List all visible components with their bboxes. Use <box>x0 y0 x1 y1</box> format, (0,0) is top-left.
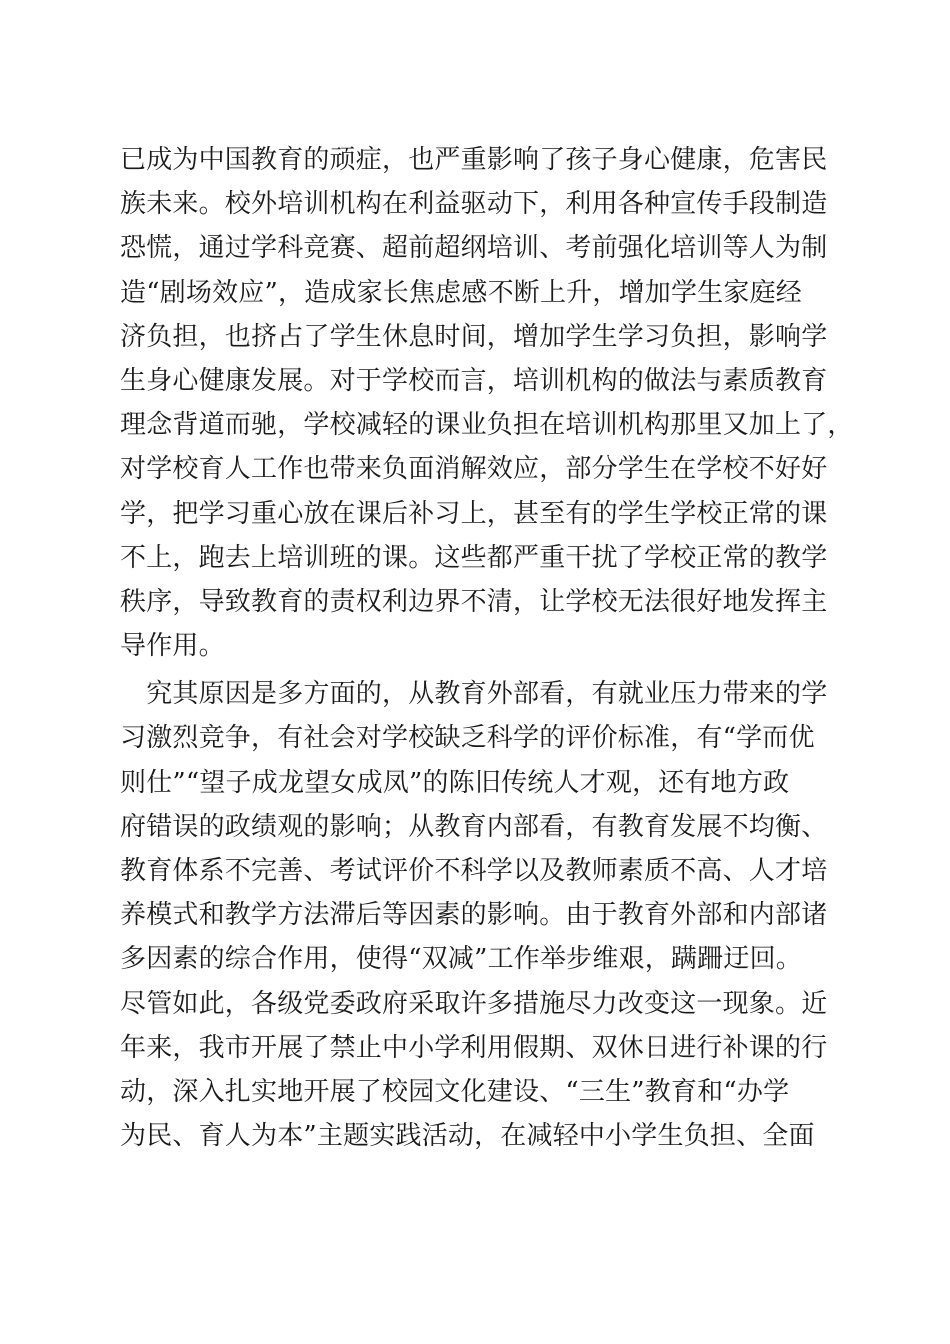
text-line: 尽管如此，各级党委政府采取许多措施尽力改变这一现象。近 <box>120 988 828 1019</box>
text-line: 多因素的综合作用，使得“双减”工作举步维艰，蹒跚迂回。 <box>120 944 802 975</box>
text-line: 习激烈竞争，有社会对学校缺乏科学的评价标准，有“学而优 <box>120 723 815 754</box>
document-body <box>120 138 854 1158</box>
text-line: 不上，跑去上培训班的课。这些都严重干扰了学校正常的教学 <box>120 542 828 573</box>
text-line: 秩序，导致教育的责权利边界不清，让学校无法很好地发挥主 <box>120 586 828 617</box>
text-line: 生身心健康发展。对于学校而言，培训机构的做法与素质教育 <box>120 365 828 396</box>
text-line: 为民、育人为本”主题实践活动，在减轻中小学生负担、全面 <box>120 1121 815 1152</box>
text-line: 对学校育人工作也带来负面消解效应，部分学生在学校不好好 <box>120 454 828 485</box>
text-line: 济负担，也挤占了学生休息时间，增加学生学习负担，影响学 <box>120 321 828 352</box>
text-line: 年来，我市开展了禁止中小学利用假期、双休日进行补课的行 <box>120 1032 828 1063</box>
paragraph-2 <box>120 672 830 1158</box>
text-line: 养模式和教学方法滞后等因素的影响。由于教育外部和内部诸 <box>120 900 828 931</box>
text-line: 已成为中国教育的顽症，也严重影响了孩子身心健康，危害民 <box>120 145 828 175</box>
text-line: 导作用。 <box>120 631 225 662</box>
text-line: 恐慌，通过学科竞赛、超前超纲培训、考前强化培训等人为制 <box>120 233 828 264</box>
text-line: 府错误的政绩观的影响；从教育内部看，有教育发展不均衡、 <box>120 811 828 842</box>
text-line: 学，把学习重心放在课后补习上，甚至有的学生学校正常的课 <box>120 498 828 529</box>
text-line: 教育体系不完善、考试评价不科学以及教师素质不高、人才培 <box>120 856 828 886</box>
text-line: 造“剧场效应”，造成家长焦虑感不断上升，增加学生家庭经 <box>120 277 802 308</box>
text-line: 究其原因是多方面的，从教育外部看，有就业压力带来的学 <box>120 679 828 710</box>
text-line: 族未来。校外培训机构在利益驱动下，利用各种宣传手段制造 <box>120 189 828 220</box>
text-line: 则仕”“望子成龙望女成凤”的陈旧传统人才观，还有地方政 <box>120 767 790 798</box>
text-line: 动，深入扎实地开展了校园文化建设、“三生”教育和“办学 <box>120 1076 790 1107</box>
paragraph-1 <box>120 138 854 668</box>
text-line: 理念背道而驰，学校减轻的课业负担在培训机构那里又加上了， <box>120 410 854 441</box>
